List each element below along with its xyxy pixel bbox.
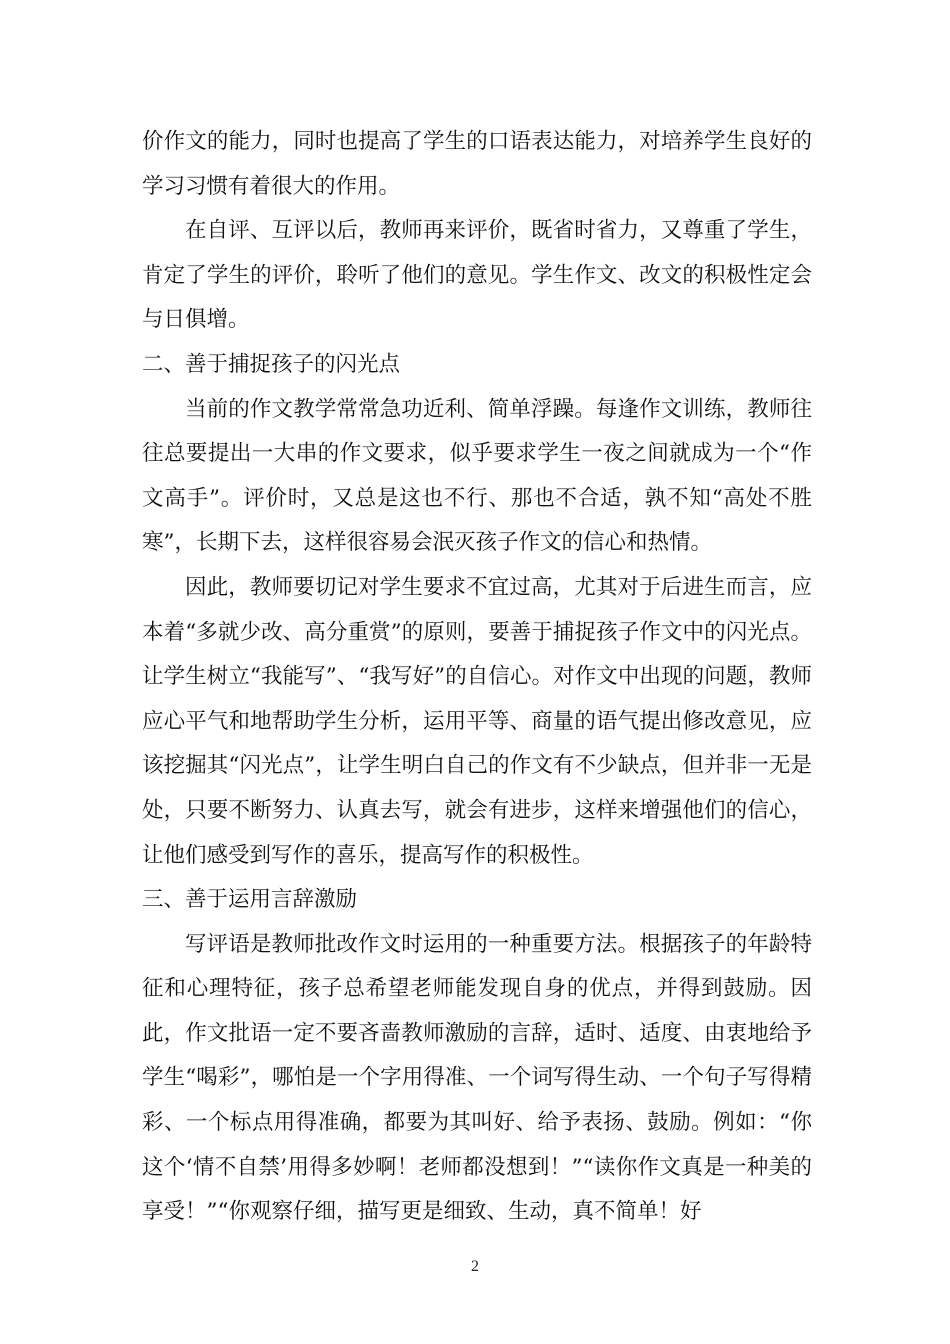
document-body: [142, 120, 812, 1235]
paragraph-self-review: 在自评、互评以后，教师再来评价，既省时省力，又尊重了学生，肯定了学生的评价，聆听了他们的意见。学生作文、改文的积极性定会与日俱增。: [142, 218, 812, 333]
section-heading-3: 三、善于运用言辞激励: [142, 887, 358, 913]
section-heading-2: 二、善于捕捉孩子的闪光点: [142, 351, 401, 377]
paragraph-comments: 写评语是教师批改作文时运用的一种重要方法。根据孩子的年龄特征和心理特征，孩子总希望老师能发现自身的优点，并得到鼓励。因此，作文批语一定不要吝啬教师激励的言辞，适时、适度、由衷地给予学生“喝彩”，哪怕是一个字用得准、一个词写得生动、一个句子写得精彩、一个标点用得准确，都要为其叫好、给予表扬、鼓励。例如：“你这个‘情不自禁’用得多妙啊！老师都没想到！”“读你作文真是一种美的享受！”“你观察仔细，描写更是细致、生动，真不简单！好: [142, 931, 812, 1225]
paragraph-continuation: 价作文的能力，同时也提高了学生的口语表达能力，对培养学生良好的学习习惯有着很大的作用。: [142, 129, 812, 199]
page-number: 2: [471, 1258, 479, 1275]
paragraph-current-teaching: 当前的作文教学常常急功近利、简单浮躁。每逢作文训练，教师往往总要提出一大串的作文要求，似乎要求学生一夜之间就成为一个“作文高手”。评价时，又总是这也不行、那也不合适，孰不知“高处不胜寒”，长期下去，这样很容易会泯灭孩子作文的信心和热情。: [142, 396, 812, 556]
paragraph-therefore: 因此，教师要切记对学生要求不宜过高，尤其对于后进生而言，应本着“多就少改、高分重赏”的原则，要善于捕捉孩子作文中的闪光点。让学生树立“我能写”、“我写好”的自信心。对作文中出现的问题，教师应心平气和地帮助学生分析，运用平等、商量的语气提出修改意见，应该挖掘其“闪光点”，让学生明白自己的作文有不少缺点，但并非一无是处，只要不断努力、认真去写，就会有进步，这样来增强他们的信心，让他们感受到写作的喜乐，提高写作的积极性。: [142, 574, 812, 868]
